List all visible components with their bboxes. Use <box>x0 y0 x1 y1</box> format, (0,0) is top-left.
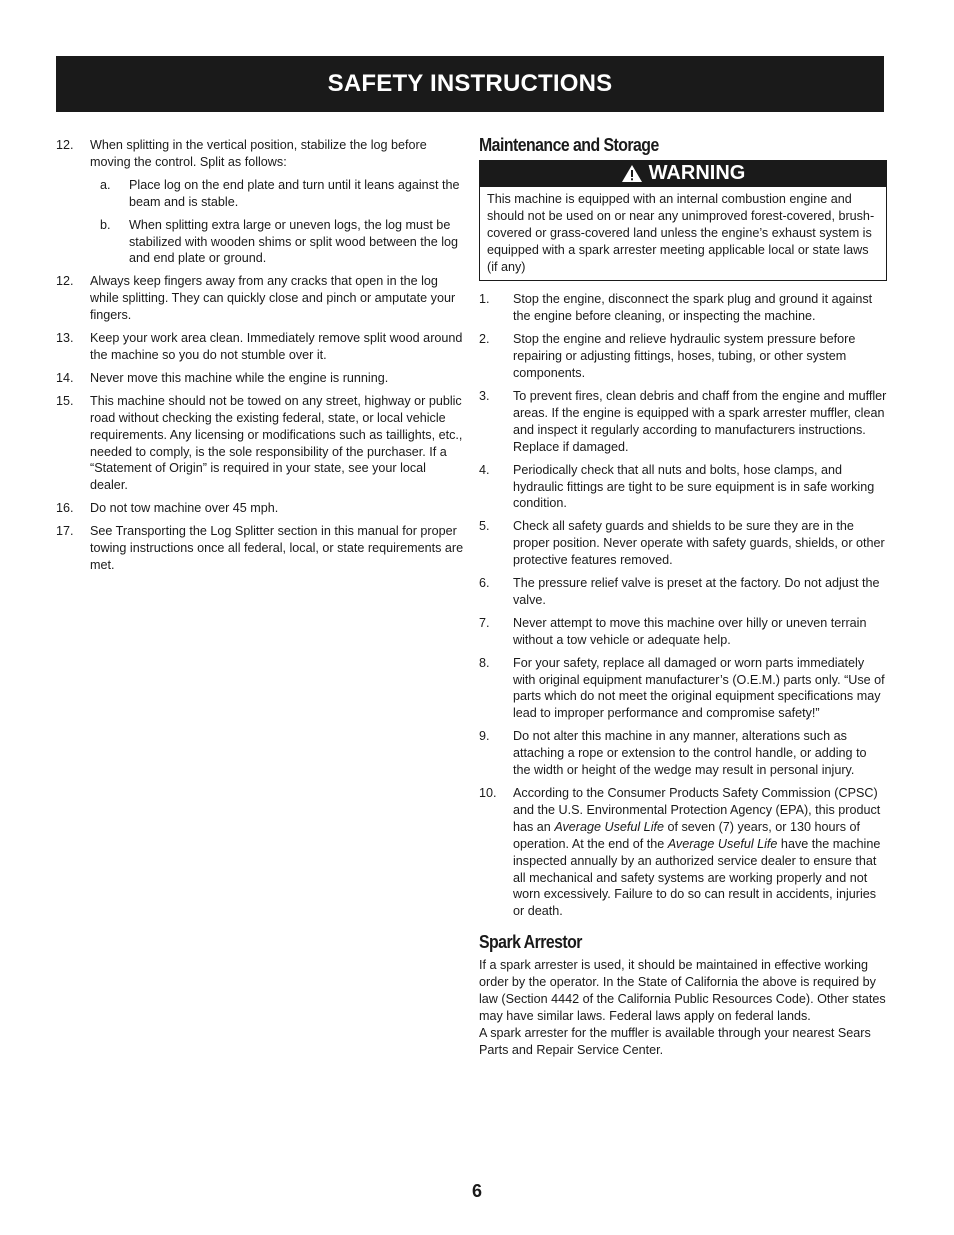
item-number: 3. <box>479 388 490 403</box>
list-item <box>479 785 887 920</box>
sub-item-letter: a. <box>100 177 111 192</box>
item-text: Stop the engine, disconnect the spark plug and ground it against the engine before cleaning, or inspecting the machine. <box>513 292 873 324</box>
list-item <box>479 388 887 456</box>
spark-section-title: Spark Arrestor <box>479 932 582 953</box>
item-text: When splitting in the vertical position, stabilize the log before moving the control. Split as follows: <box>90 138 427 169</box>
list-item <box>56 273 464 324</box>
list-item <box>479 518 887 569</box>
list-item <box>479 291 887 325</box>
warning-triangle-icon <box>621 164 643 183</box>
item-number: 15. <box>56 393 74 408</box>
item-number: 12. <box>56 274 74 289</box>
warning-label: WARNING <box>648 162 746 185</box>
list-item <box>56 330 464 364</box>
sub-item <box>90 217 464 268</box>
spark-paragraph: If a spark arrester is used, it should be maintained in effective working order by the operator. In the State of California the above is required by law (Section 4442 of the California Public Resources Code). Other states may have similar laws. Federal laws apply on federal lands. <box>479 958 886 1023</box>
page-number: 6 <box>471 1181 482 1201</box>
item-text: According to the Consumer Products Safety Commission (CPSC) and the U.S. Environmental Protection Agency (EPA), this product has an Average Useful Life of seven (7) years, or 130 hours of operation. At the end of the Average Useful Life have the machine inspected annually by an authorized service dealer to ensure that all mechanical and safety systems are working properly and not worn excessively. Failure to do so can result in accidents, injuries or death. <box>513 786 881 919</box>
sub-item-text: When splitting extra large or uneven logs, the log must be stabilized with wooden shims or split wood between the log and end plate or ground. <box>129 217 459 266</box>
list-item <box>479 331 887 382</box>
warning-header <box>480 161 886 187</box>
maintenance-section-title: Maintenance and Storage <box>479 135 659 155</box>
list-item <box>56 500 464 517</box>
item-number: 8. <box>479 655 490 670</box>
item-text: Do not alter this machine in any manner, alterations such as attaching a rope or extension to the control handle, or adding to the width or height of the wedge may result in personal injury. <box>513 729 867 778</box>
list-item <box>56 370 464 387</box>
item-number: 4. <box>479 462 490 477</box>
page-title: SAFETY INSTRUCTIONS <box>327 70 613 97</box>
right-column <box>479 137 887 1059</box>
warning-text: This machine is equipped with an internal combustion engine and should not be used on or near any unimproved forest-covered, brush-covered or grass-covered land unless the engine’s exhaust system is equipped with a spark arrester meeting applicable local or state laws (if any) <box>487 191 875 274</box>
list-item <box>56 523 464 574</box>
list-item <box>56 137 464 267</box>
item-text: To prevent fires, clean debris and chaff from the engine and muffler areas. If the engine is equipped with a spark arrester muffler, clean and inspect it regularly according to manufacturers instructions. Replace if damaged. <box>513 388 887 454</box>
item-text: Keep your work area clean. Immediately remove split wood around the machine so you do not stumble over it. <box>90 331 463 362</box>
item-text: This machine should not be towed on any street, highway or public road without checking the existing federal, state, or local vehicle requirements. Any licensing or modifications such as taillights, etc., needed to comply, is the sole responsibility of the purchaser. If a “Statement of Origin” is required in your state, see your local dealer. <box>90 393 463 493</box>
item-number: 1. <box>479 292 490 307</box>
item-number: 14. <box>56 370 74 385</box>
item-number: 7. <box>479 615 490 630</box>
item-text: Stop the engine and relieve hydraulic system pressure before repairing or adjusting fittings, hoses, tubing, or other system components. <box>513 332 856 381</box>
sub-item-letter: b. <box>100 217 111 232</box>
list-item <box>479 728 887 779</box>
item-text: Periodically check that all nuts and bolts, hose clamps, and hydraulic fittings are tight to be sure equipment is in safe working condition. <box>513 462 875 511</box>
item-number: 17. <box>56 524 74 539</box>
emphasis-text: Average Useful Life <box>554 819 664 834</box>
warning-box <box>479 160 887 282</box>
item-number: 10. <box>479 786 497 800</box>
item-number: 5. <box>479 519 490 534</box>
item-number: 13. <box>56 331 74 346</box>
emphasis-text: Average Useful Life <box>667 836 778 851</box>
item-number: 9. <box>479 729 490 744</box>
item-number: 16. <box>56 501 74 516</box>
item-text: For your safety, replace all damaged or worn parts immediately with original equipment manufacturer’s (O.E.M.) parts only. “Use of parts which do not meet the original equipment specifications may lead to improper performance and compromise safety!” <box>513 655 885 721</box>
item-text: Never move this machine while the engine is running. <box>90 370 389 385</box>
list-item <box>479 462 887 513</box>
sub-item <box>90 177 464 211</box>
sub-item-text: Place log on the end plate and turn until it leans against the beam and is stable. <box>129 177 460 209</box>
list-item <box>479 615 887 649</box>
list-item <box>479 655 887 723</box>
item-text: Always keep fingers away from any cracks that open in the log while splitting. They can quickly close and pinch or amputate your fingers. <box>90 274 456 323</box>
item-number: 12. <box>56 138 74 152</box>
item-text: Do not tow machine over 45 mph. <box>90 501 279 516</box>
item-text: See Transporting the Log Splitter section in this manual for proper towing instructions once all federal, local, or state requirements are met. <box>90 524 464 572</box>
list-item <box>56 393 464 494</box>
item-text: Never attempt to move this machine over hilly or uneven terrain without a tow vehicle or adequate help. <box>513 615 867 647</box>
item-number: 6. <box>479 576 490 591</box>
item-number: 2. <box>479 332 490 347</box>
item-text: Check all safety guards and shields to be sure they are in the proper position. Never operate with safety guards, shields, or other protective features removed. <box>513 519 885 568</box>
item-text: The pressure relief valve is preset at the factory. Do not adjust the valve. <box>513 576 880 607</box>
left-column <box>56 137 464 580</box>
spark-paragraph: A spark arrester for the muffler is available through your nearest Sears Parts and Repair Service Center. <box>479 1025 871 1057</box>
list-item <box>479 575 887 609</box>
page-header <box>56 56 884 112</box>
